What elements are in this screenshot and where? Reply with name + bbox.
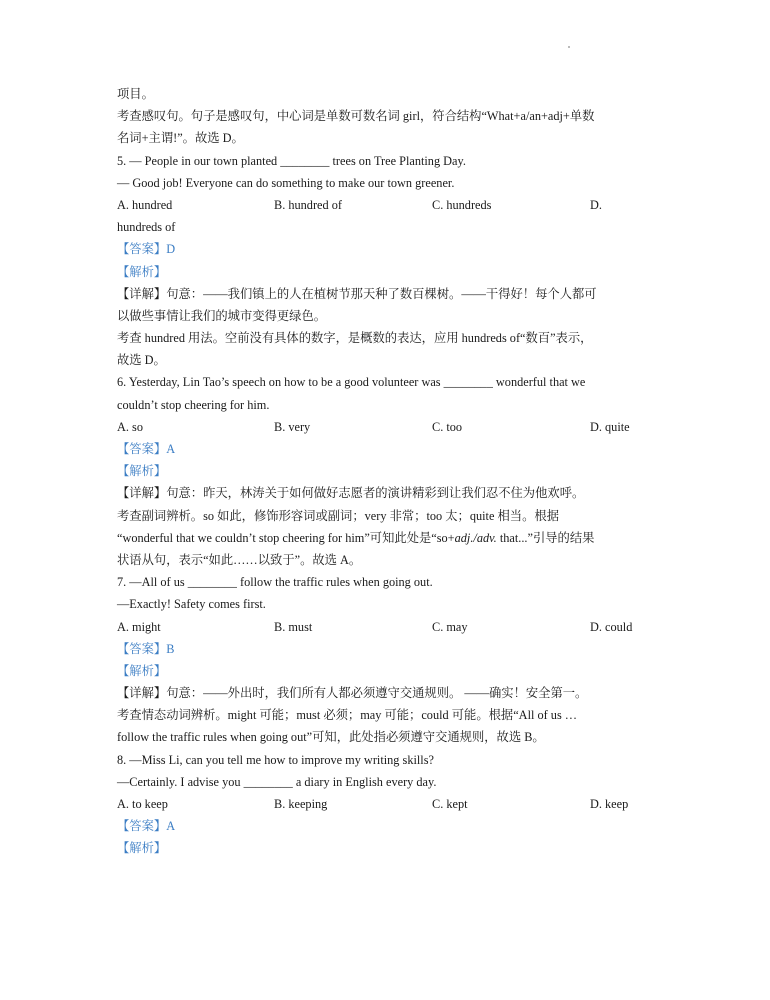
option-a: A. hundred — [117, 197, 173, 212]
answer-label: 【答案】A — [117, 819, 176, 834]
option-a: A. to keep — [117, 797, 168, 811]
question-6-options — [117, 416, 657, 438]
text-line: 名词+主谓!”。故选 D。 — [117, 131, 244, 146]
question-5-stem: — Good job! Everyone can do something to make our town greener. — [117, 175, 455, 190]
analysis-label: 【解析】 — [117, 264, 167, 279]
option-d: D. could — [590, 619, 633, 634]
question-5-stem: 5. — People in our town planted ________ trees on Tree Planting Day. — [117, 153, 466, 168]
answer-label: 【答案】D — [117, 242, 176, 257]
question-8-options — [117, 793, 657, 815]
detail-text — [117, 527, 657, 549]
page-content — [117, 83, 657, 860]
detail-text: 【详解】句意：昨天，林涛关于如何做好志愿者的演讲精彩到让我们忍不住为他欢呼。 — [117, 486, 585, 501]
detail-text: 状语从句，表示“如此……以致于”。故选 A。 — [117, 552, 362, 567]
analysis-label: 【解析】 — [117, 841, 167, 856]
detail-text-part: that...”引导的结果 — [496, 530, 595, 545]
text-line: 考查感叹句。句子是感叹句，中心词是单数可数名词 girl，符合结构“What+a/an+adj+单数 — [117, 109, 595, 124]
question-8-stem: —Certainly. I advise you ________ a diary in English every day. — [117, 774, 437, 789]
option-d: D. quite — [590, 419, 630, 434]
detail-text-italic: adj./adv. — [454, 530, 497, 545]
option-c: C. kept — [432, 797, 468, 811]
option-b: B. keeping — [274, 797, 328, 811]
detail-text: 以做些事情让我们的城市变得更绿色。 — [117, 308, 327, 323]
option-a: A. might — [117, 619, 161, 634]
question-8-stem: 8. —Miss Li, can you tell me how to improve my writing skills? — [117, 752, 434, 767]
option-b: B. hundred of — [274, 197, 342, 212]
question-7-stem: —Exactly! Safety comes first. — [117, 597, 266, 612]
option-c: C. hundreds — [432, 197, 492, 212]
detail-text: 【详解】句意：——我们镇上的人在植树节那天种了数百棵树。——干得好！每个人都可 — [117, 286, 597, 301]
detail-text: 考查副词辨析。so 如此，修饰形容词或副词；very 非常；too 太；quite 相当。根据 — [117, 508, 559, 523]
text-line: 项目。 — [117, 87, 154, 101]
detail-text: 【详解】句意：——外出时，我们所有人都必须遵守交通规则。 ——确实！安全第一。 — [117, 686, 588, 701]
option-b: B. very — [274, 419, 311, 434]
question-7-stem: 7. —All of us ________ follow the traffic rules when going out. — [117, 575, 433, 590]
detail-text-part: “wonderful that we couldn’t stop cheering for him”可知此处是“so+ — [117, 530, 455, 545]
question-5-options — [117, 194, 657, 216]
detail-text: 故选 D。 — [117, 353, 166, 368]
option-d: D. keep — [590, 797, 629, 811]
option-a: A. so — [117, 419, 143, 434]
detail-text: 考查情态动词辨析。might 可能；must 必须；may 可能；could 可能。根据“All of us … — [117, 708, 578, 723]
option-b: B. must — [274, 619, 313, 634]
detail-text: 考查 hundred 用法。空前没有具体的数字，是概数的表达，应用 hundreds of“数百”表示， — [117, 331, 593, 346]
option-c: C. too — [432, 419, 463, 434]
analysis-label: 【解析】 — [117, 464, 167, 479]
detail-text: follow the traffic rules when going out”可知，此处指必须遵守交通规则，故选 B。 — [117, 730, 545, 745]
question-7-options — [117, 616, 657, 638]
question-6-stem: 6. Yesterday, Lin Tao’s speech on how to be a good volunteer was ________ wonderful that we — [117, 375, 586, 390]
option-d: D. — [590, 197, 602, 212]
analysis-label: 【解析】 — [117, 663, 167, 678]
page-mark — [568, 46, 570, 48]
question-6-stem: couldn’t stop cheering for him. — [117, 397, 270, 412]
option-d-wrap: hundreds of — [117, 220, 176, 235]
answer-label: 【答案】B — [117, 641, 175, 656]
answer-label: 【答案】A — [117, 442, 176, 456]
option-c: C. may — [432, 619, 468, 634]
